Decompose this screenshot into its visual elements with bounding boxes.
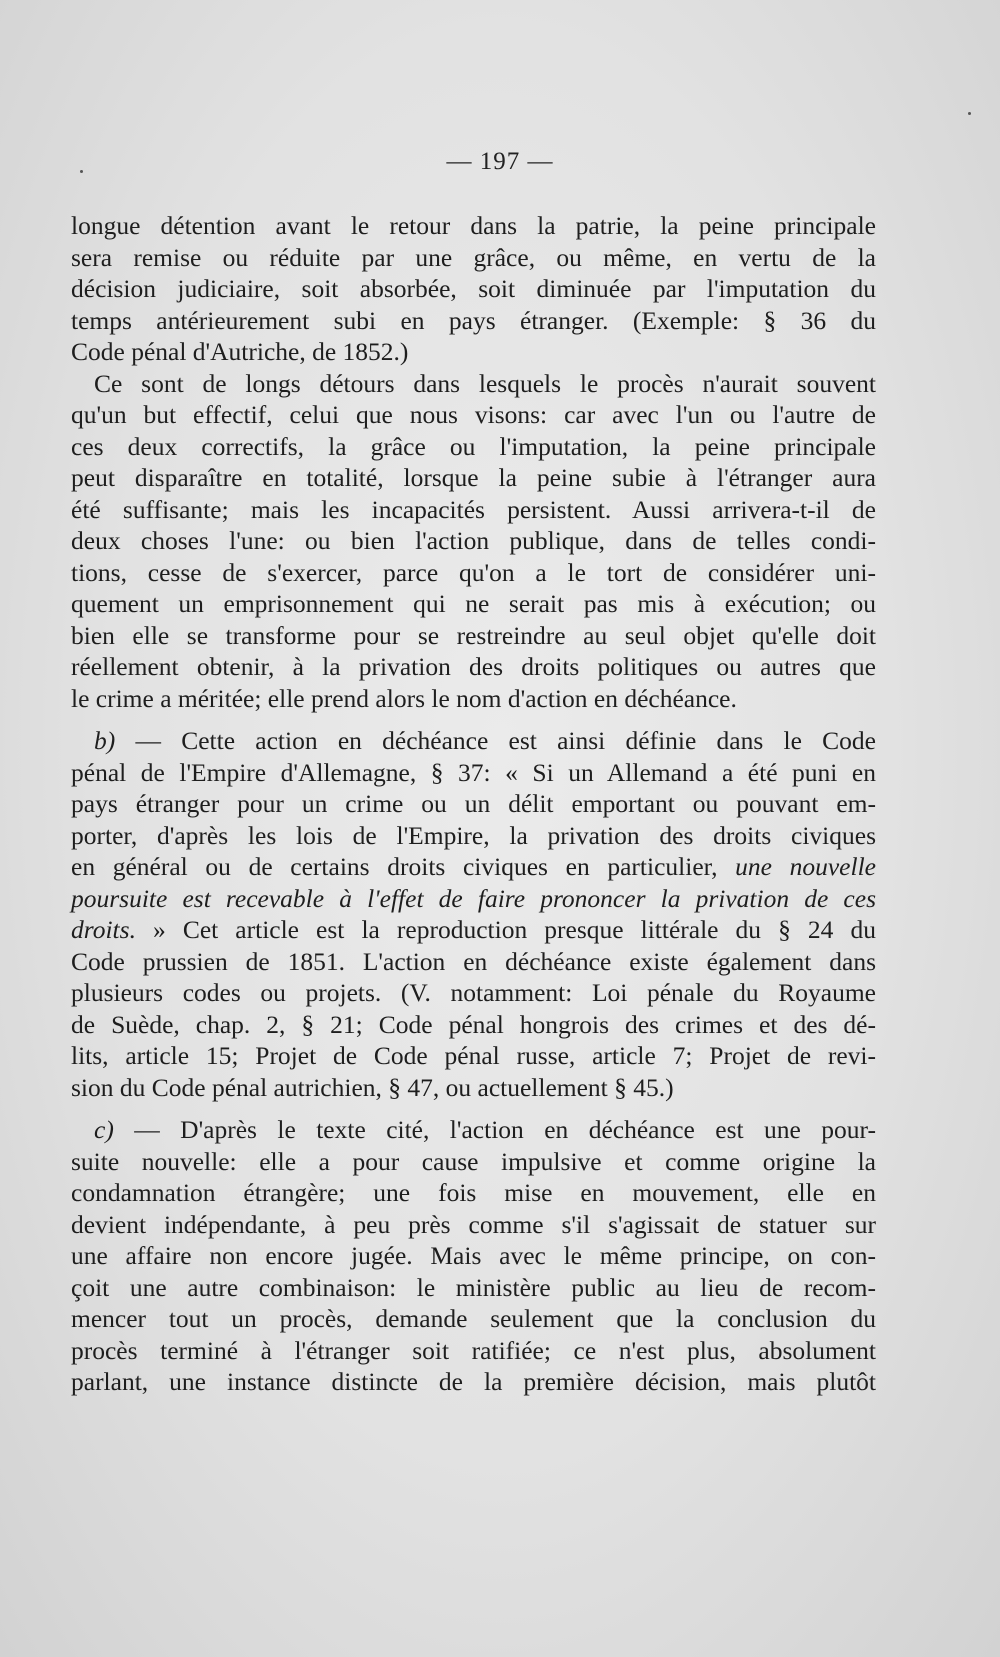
text-line: peut disparaître en totalité, lorsque la peine subie à l'étranger aura [71, 463, 876, 492]
text-line: Ce sont de longs détours dans lesquels le procès n'aurait souvent [94, 368, 876, 398]
paragraph [71, 210, 876, 368]
text-line: mencer tout un procès, demande seulement que la conclusion du [71, 1304, 876, 1333]
text-line: droits. » Cet article est la reproduction presque littérale du § 24 du [71, 915, 876, 944]
text-line: le crime a méritée; elle prend alors le nom d'action en déchéance. [71, 683, 737, 713]
text-line: deux choses l'une: ou bien l'action publique, dans de telles condi- [71, 526, 876, 555]
text-line: qu'un but effectif, celui que nous visons: car avec l'un ou l'autre de [71, 400, 876, 429]
paragraph-gap [71, 1103, 876, 1114]
text-line: une affaire non encore jugée. Mais avec le même principe, on con- [71, 1241, 876, 1270]
text-line: Code pénal d'Autriche, de 1852.) [71, 337, 409, 366]
text-line: sera remise ou réduite par une grâce, ou même, en vertu de la [71, 242, 876, 272]
text-line: condamnation étrangère; une fois mise en mouvement, elle en [71, 1178, 876, 1207]
body-text [71, 210, 876, 1398]
text-line: bien elle se transforme pour se restreindre au seul objet qu'elle doit [71, 620, 876, 650]
text-line: décision judiciaire, soit absorbée, soit diminuée par l'imputation du [71, 274, 876, 303]
paragraph-gap [71, 714, 876, 725]
section-marker: b) [94, 726, 116, 755]
text-line: suite nouvelle: elle a pour cause impulsive et comme origine la [71, 1146, 876, 1176]
paragraph [71, 368, 876, 715]
text-line: c) — D'après le texte cité, l'action en déchéance est une pour- [94, 1115, 876, 1144]
text-line: longue détention avant le retour dans la patrie, la peine principale [71, 211, 876, 240]
text-line: Code prussien de 1851. L'action en déchéance existe également dans [71, 946, 876, 976]
paragraph [71, 725, 876, 1103]
text-line [71, 883, 876, 915]
text-line: porter, d'après les lois de l'Empire, la privation des droits civiques [71, 820, 876, 850]
italic-quote: une nouvelle [735, 852, 876, 881]
text-line: devient indépendante, à peu près comme s'il s'agissait de statuer sur [71, 1209, 876, 1239]
text-line: sion du Code pénal autrichien, § 47, ou actuellement § 45.) [71, 1072, 674, 1102]
page-number: — 197 — [446, 148, 554, 175]
text-line: été suffisante; mais les incapacités persistent. Aussi arrivera-t-il de [71, 494, 876, 524]
paragraph [71, 1114, 876, 1398]
text-line: quement un emprisonnement qui ne serait pas mis à exécution; ou [71, 589, 876, 618]
text-line: pays étranger pour un crime ou un délit emportant ou pouvant em- [71, 789, 876, 818]
paper-speck [968, 112, 971, 115]
text-line: temps antérieurement subi en pays étranger. (Exemple: § 36 du [71, 305, 876, 335]
italic-quote: droits. [71, 915, 136, 944]
text-line: tions, cesse de s'exercer, parce qu'on a le tort de considérer uni- [71, 557, 876, 587]
text-line: procès terminé à l'étranger soit ratifiée; ce n'est plus, absolument [71, 1335, 876, 1365]
text-line: de Suède, chap. 2, § 21; Code pénal hongrois des crimes et des dé- [71, 1009, 876, 1039]
section-marker: c) [94, 1115, 114, 1144]
text-line: çoit une autre combinaison: le ministère public au lieu de recom- [71, 1272, 876, 1302]
text-line: pénal de l'Empire d'Allemagne, § 37: « Si un Allemand a été puni en [71, 757, 876, 787]
text-line: plusieurs codes ou projets. (V. notamment: Loi pénale du Royaume [71, 978, 876, 1007]
text-line: en général ou de certains droits civiques en particulier, une nouvelle [71, 852, 876, 881]
text-line: ces deux correctifs, la grâce ou l'imputation, la peine principale [71, 431, 876, 461]
text-line: b) — Cette action en déchéance est ainsi définie dans le Code [94, 726, 876, 755]
italic-quote: poursuite est recevable à l'effet de faire prononcer la privation de ces [71, 883, 876, 913]
text-line: réellement obtenir, à la privation des droits politiques ou autres que [71, 652, 876, 681]
text-line: lits, article 15; Projet de Code pénal russe, article 7; Projet de revi- [71, 1041, 876, 1070]
text-line: parlant, une instance distincte de la première décision, mais plutôt [71, 1367, 876, 1396]
